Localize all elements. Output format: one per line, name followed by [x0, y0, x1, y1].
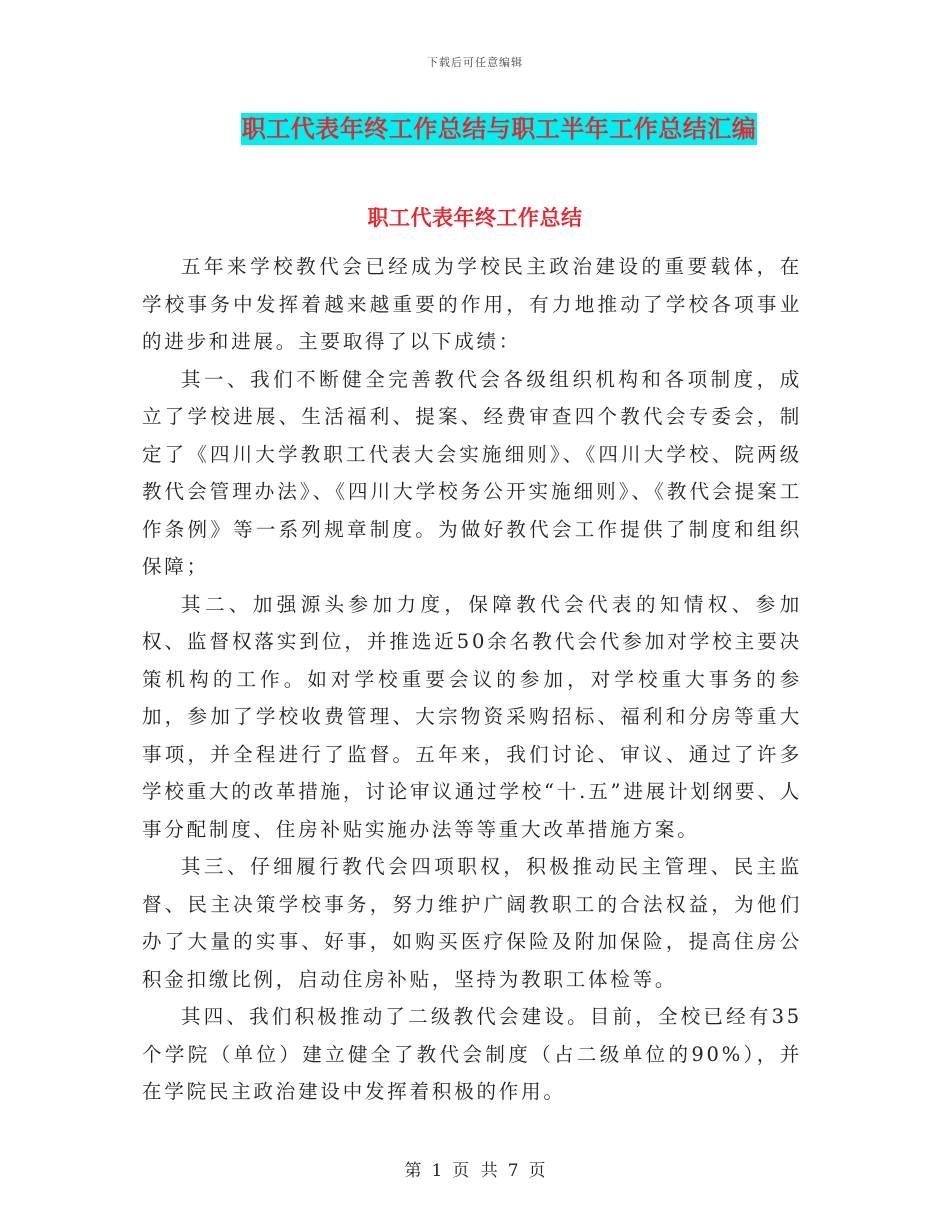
main-title: 职工代表年终工作总结与职工半年工作总结汇编: [241, 114, 757, 143]
paragraph-point-3: 其三、仔细履行教代会四项职权，积极推动民主管理、民主监督、民主决策学校事务，努力维护广阔教职工的合法权益，为他们办了大量的实事、好事，如购买医疗保险及附加保险，提高住房公积金扣缴比例，启动住房补贴，坚持为教职工体检等。: [142, 855, 802, 991]
footer-mid: 页 共: [452, 1161, 498, 1181]
paragraph-point-1: 其一、我们不断健全完善教代会各级组织机构和各项制度，成立了学校进展、生活福利、提案、经费审查四个教代会专委会，制定了《四川大学教职工代表大会实施细则》、《四川大学校、院两级教代会管理办法》、《四川大学校务公开实施细则》、《教代会提案工作条例》等一系列规章制度。为做好教代会工作提供了制度和组织保障；: [142, 367, 802, 578]
main-title-container: [0, 113, 950, 145]
page-footer: [0, 1156, 950, 1181]
paragraph-point-4: 其四、我们积极推动了二级教代会建设。目前，全校已经有35个学院（单位）建立健全了教代会制度（占二级单位的90%），并在学院民主政治建设中发挥着积极的作用。: [142, 1005, 802, 1103]
footer-suffix: 页: [528, 1161, 546, 1181]
paragraph-intro: 五年来学校教代会已经成为学校民主政治建设的重要载体，在学校事务中发挥着越来越重要的作用，有力地推动了学校各项事业的进步和进展。主要取得了以下成绩：: [142, 255, 802, 353]
document-body: [142, 248, 802, 1111]
section-title: 职工代表年终工作总结: [367, 205, 583, 230]
footer-current-page: 1: [431, 1161, 443, 1181]
page-header-note: 下载后可任意编辑: [427, 56, 523, 69]
footer-total-pages: 7: [507, 1161, 519, 1181]
paragraph-point-2: 其二、加强源头参加力度，保障教代会代表的知情权、参加权、监督权落实到位，并推选近50余名教代会代参加对学校主要决策机构的工作。如对学校重要会议的参加，对学校重大事务的参加，参加了学校收费管理、大宗物资采购招标、福利和分房等重大事项，并全程进行了监督。五年来，我们讨论、审议、通过了许多学校重大的改革措施，讨论审议通过学校“十.五”进展计划纲要、人事分配制度、住房补贴实施办法等等重大改革措施方案。: [142, 592, 802, 841]
footer-prefix: 第: [404, 1161, 422, 1181]
